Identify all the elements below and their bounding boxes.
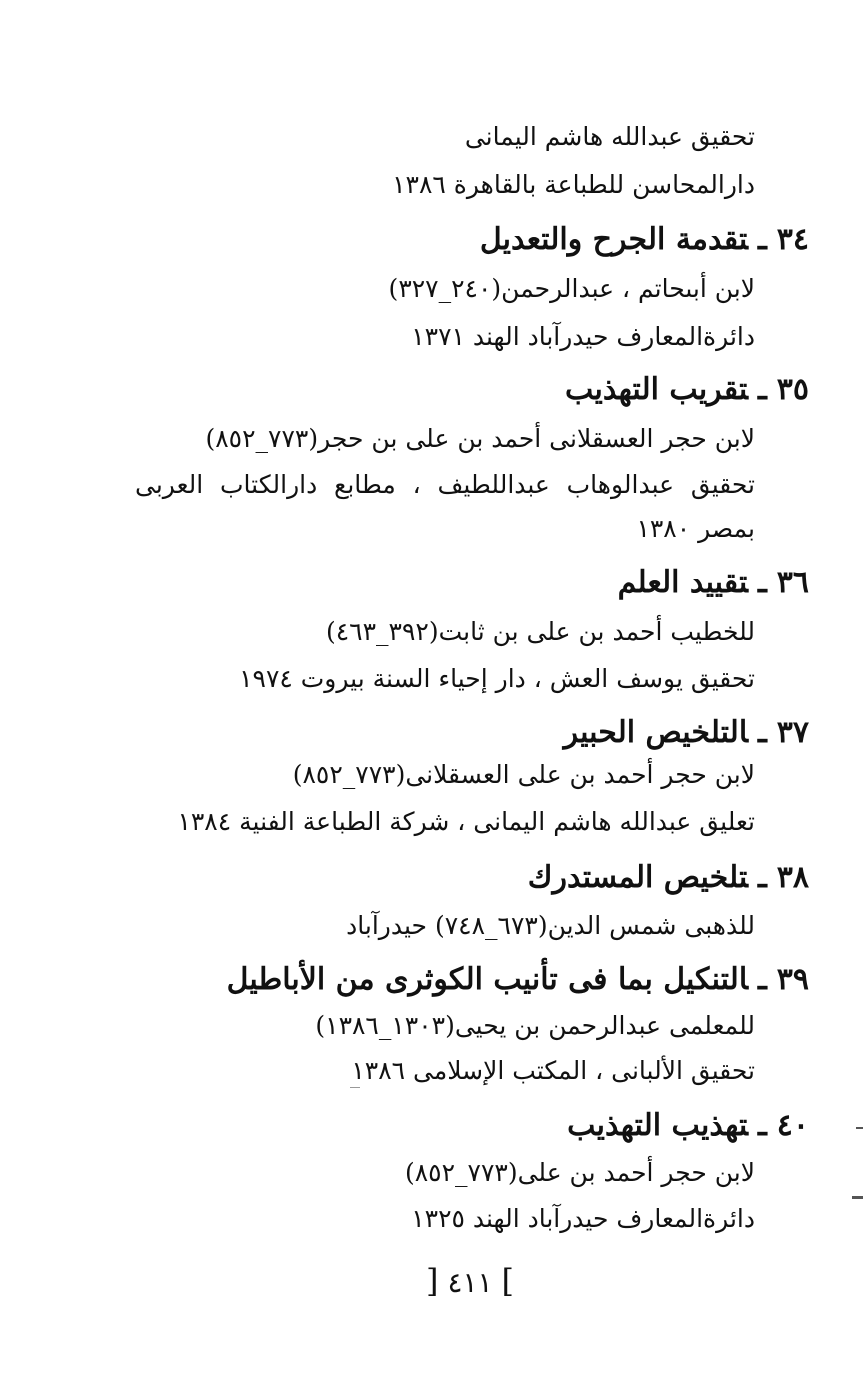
entry-title-40 xyxy=(567,1108,809,1143)
entry-title-34 xyxy=(480,222,809,257)
top-line: دارالمحاسن للطباعة بالقاهرة ١٣٨٦ xyxy=(392,170,755,199)
entry-title-36 xyxy=(618,565,809,600)
entry-title-text: تهذيب التهذيب xyxy=(567,1108,748,1143)
entry-title-text: تقريب التهذيب xyxy=(565,372,748,407)
entry-line: تعليق عبدالله هاشم اليمانى ، شركة الطباعة الفنية ١٣٨٤ xyxy=(177,807,755,836)
entry-dash: ـ xyxy=(757,860,767,895)
scan-mark xyxy=(852,1196,863,1199)
entry-number: ٣٩ xyxy=(776,962,809,997)
entry-number: ٣٥ xyxy=(776,372,809,407)
entry-dash: ـ xyxy=(757,372,767,407)
entry-dash: ـ xyxy=(757,715,767,750)
scan-mark xyxy=(350,1087,360,1088)
entry-line: لابن حجر العسقلانى أحمد بن على بن حجر(٧٧٣_٨٥٢) xyxy=(205,424,755,453)
entry-title-text: تقدمة الجرح والتعديل xyxy=(479,222,748,257)
entry-line: تحقيق يوسف العش ، دار إحياء السنة بيروت ١٩٧٤ xyxy=(239,664,755,693)
entry-title-text: التنكيل بما فى تأنيب الكوثرى من الأباطيل xyxy=(226,962,748,997)
entry-line: دائرةالمعارف حيدرآباد الهند ١٣٧١ xyxy=(411,322,755,351)
entry-title-35 xyxy=(565,372,809,407)
entry-title-text: تلخيص المستدرك xyxy=(527,860,748,895)
entry-line: لابن أبىحاتم ، عبدالرحمن(٢٤٠_٣٢٧) xyxy=(388,274,755,303)
entry-title-38 xyxy=(528,860,809,895)
page-number xyxy=(0,1262,863,1300)
entry-title-37 xyxy=(564,715,809,750)
entry-line: بمصر ١٣٨٠ xyxy=(636,514,755,543)
entry-number: ٣٤ xyxy=(776,222,809,257)
entry-line: تحقيق الألبانى ، المكتب الإسلامى ١٣٨٦ xyxy=(351,1056,755,1085)
entry-number: ٣٦ xyxy=(776,565,809,600)
entry-line: تحقيق عبدالوهاب عبداللطيف ، مطابع دارالكتاب العربى xyxy=(135,470,755,499)
entry-line: لابن حجر أحمد بن على(٧٧٣_٨٥٢) xyxy=(404,1158,755,1187)
entry-number: ٤٠ xyxy=(776,1108,809,1143)
entry-number: ٣٨ xyxy=(776,860,809,895)
bracket-open: ] xyxy=(501,1262,514,1300)
entry-line: للذهبى شمس الدين(٦٧٣_٧٤٨) حيدرآباد xyxy=(346,911,755,940)
entry-line: للمعلمى عبدالرحمن بن يحيى(١٣٠٣_١٣٨٦) xyxy=(315,1011,755,1040)
entry-line: دائرةالمعارف حيدرآباد الهند ١٣٢٥ xyxy=(411,1204,755,1233)
entry-dash: ـ xyxy=(757,1108,767,1143)
entry-line: للخطيب أحمد بن على بن ثابت(٣٩٢_٤٦٣) xyxy=(325,617,755,646)
entry-title-text: تقييد العلم xyxy=(617,565,748,600)
entry-title-text: التلخيص الحبير xyxy=(563,715,748,750)
bracket-close: [ xyxy=(426,1262,439,1300)
scan-mark xyxy=(856,1127,863,1129)
page-number-value: ٤١١ xyxy=(447,1266,493,1299)
entry-line: لابن حجر أحمد بن على العسقلانى(٧٧٣_٨٥٢) xyxy=(292,760,755,789)
entry-number: ٣٧ xyxy=(776,715,809,750)
entry-dash: ـ xyxy=(757,222,767,257)
entry-title-39 xyxy=(227,962,809,997)
entry-dash: ـ xyxy=(757,565,767,600)
entry-dash: ـ xyxy=(757,962,767,997)
top-line: تحقيق عبدالله هاشم اليمانى xyxy=(464,122,755,151)
